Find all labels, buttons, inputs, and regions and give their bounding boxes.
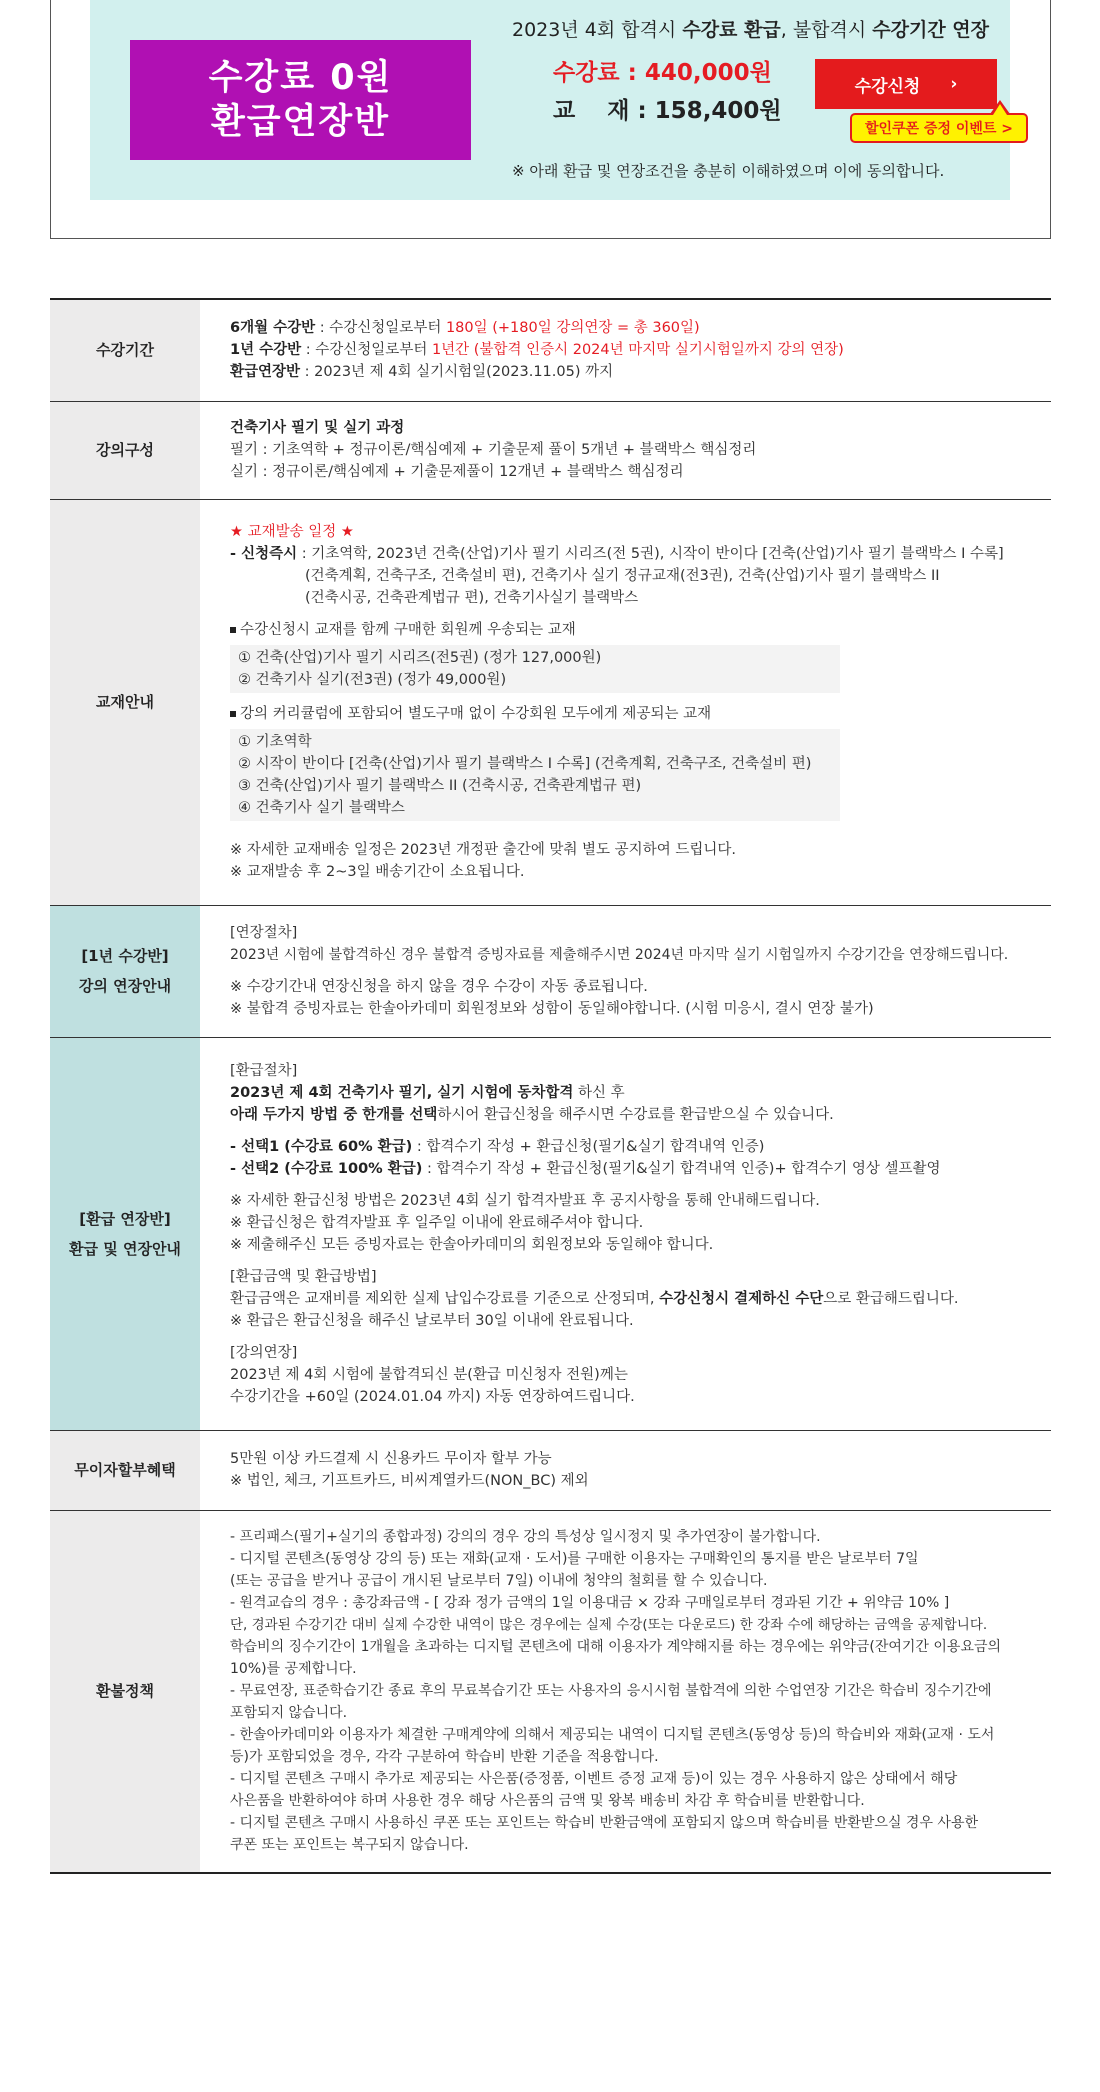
refund-option-1-label: - 선택1 (수강료 60% 환급) [230, 1138, 413, 1155]
cell-extension [200, 905, 1051, 1037]
cell-policy [200, 1510, 1051, 1873]
textbook-group-2-item: ③ 건축(산업)기사 필기 블랙박스 II (건축시공, 건축관계법규 편) [238, 778, 642, 794]
textbook-apply-line-2: (건축계획, 건축구조, 건축설비 편), 건축기사 실기 정규교재(전3권), 건축(산업)기사 필기 블랙박스 II [305, 568, 940, 584]
header-period: 수강기간 [50, 299, 200, 401]
policy-line: 등)가 포함되었을 경우, 각각 구분하여 학습비 반환 기준을 적용합니다. [230, 1749, 659, 1766]
policy-line: 학습비의 징수기간이 1개월을 초과하는 디지털 콘텐츠에 대해 이용자가 계약해지를 하는 경우에는 위약금(잔여기간 이용요금의 [230, 1639, 1002, 1656]
textbook-price: 교 재 : 158,400원 [553, 98, 782, 124]
extension-note-1: ※ 수강기간내 연장신청을 하지 않을 경우 수강이 자동 종료됩니다. [230, 979, 648, 995]
policy-line: 포함되지 않습니다. [230, 1705, 348, 1722]
policy-line: (또는 공급을 받거나 공급이 개시된 날로부터 7일) 이내에 청약의 철회를 할 수 있습니다. [230, 1573, 768, 1590]
refund-extension-line-2: 수강기간을 +60일 (2024.01.04 까지) 자동 연장하여드립니다. [230, 1388, 635, 1405]
textbook-group-1-item: ① 건축(산업)기사 필기 시리즈(전5권) (정가 127,000원) [238, 650, 602, 666]
refund-option-2-label: - 선택2 (수강료 100% 환급) [230, 1160, 423, 1177]
textbook-group-2-title [230, 703, 1051, 725]
period-6month-red: 180일 (+180일 강의연장 = 총 360일) [445, 320, 700, 337]
policy-line: - 무료연장, 표준학습기간 종료 후의 무료복습기간 또는 사용자의 응시시험 불합격에 의한 수업연장 기간은 학습비 징수기간에 [230, 1683, 992, 1700]
promo-title-bold-1: 수강료 환급 [682, 19, 781, 41]
textbook-group-2-item: ④ 건축기사 실기 블랙박스 [238, 800, 405, 816]
header-textbook: 교재안내 [50, 499, 200, 905]
refund-amount-title: [환급금액 및 환급방법] [230, 1268, 377, 1285]
installment-line-2: ※ 법인, 체크, 기프트카드, 비씨계열카드(NON_BC) 제외 [230, 1473, 589, 1489]
course-info-table [50, 298, 1051, 1874]
header-installment: 무이자할부혜택 [50, 1430, 200, 1510]
textbook-group-1-title-text: 수강신청시 교재를 함께 구매한 회원께 우송되는 교재 [240, 622, 576, 638]
header-refund [50, 1037, 200, 1430]
agreement-notice: ※ 아래 환급 및 연장조건을 충분히 이해하였으며 이에 동의합니다. [512, 162, 945, 180]
row-composition [50, 401, 1051, 499]
badge-line-1: 수강료 0원 [208, 58, 393, 98]
row-extension [50, 905, 1051, 1037]
promo-title-prefix: 2023년 4회 합격시 [512, 19, 683, 41]
square-bullet-icon [230, 711, 236, 717]
period-1year-label: 1년 수강반 [230, 342, 302, 359]
refund-proc-1-text: 하신 후 [573, 1084, 625, 1101]
header-refund-line-1: [환급 연장반] [79, 1209, 171, 1228]
period-1year-red: 1년간 (불합격 인증시 2024년 마지막 실기시험일까지 강의 연장) [431, 342, 844, 359]
textbook-group-2-title-text: 강의 커리큘럼에 포함되어 별도구매 없이 수강회원 모두에게 제공되는 교재 [240, 706, 712, 722]
policy-line: - 프리패스(필기+실기의 종합과정) 강의의 경우 강의 특성상 일시정지 및 추가연장이 불가합니다. [230, 1529, 821, 1546]
cell-refund [200, 1037, 1051, 1430]
refund-note-3: ※ 제출해주신 모든 증빙자료는 한솔아카데미의 회원정보와 동일해야 합니다. [230, 1236, 714, 1253]
promo-title-mid: , 불합격시 [780, 19, 873, 41]
textbook-group-1-box [230, 645, 840, 693]
refund-proc-2-bold: 아래 두가지 방법 중 한개를 선택 [230, 1106, 438, 1123]
textbook-group-1-title [230, 619, 1051, 641]
header-composition: 강의구성 [50, 401, 200, 499]
refund-note-2: ※ 환급신청은 합격자발표 후 일주일 이내에 완료해주셔야 합니다. [230, 1214, 644, 1231]
textbook-group-2-item: ② 시작이 반이다 [건축(산업)기사 필기 블랙박스 I 수록] (건축계획, 건축구조, 건축설비 편) [238, 756, 812, 772]
extension-note-2: ※ 불합격 증빙자료는 한솔아카데미 회원정보와 성함이 동일해야합니다. (시험 미응시, 결시 연장 불가) [230, 1001, 874, 1017]
refund-amount-text: 환급금액은 교재비를 제외한 실제 납입수강료를 기준으로 산정되며, [230, 1290, 660, 1307]
policy-line: - 원격교습의 경우 : 총강좌금액 - [ 강좌 정가 금액의 1일 이용대금 × 강좌 구매일로부터 경과된 기간 + 위약금 10% ] [230, 1595, 950, 1612]
chevron-right-icon: › [950, 74, 958, 94]
row-policy [50, 1510, 1051, 1873]
textbook-schedule-title: ★ 교재발송 일정 ★ [230, 524, 354, 540]
enroll-button[interactable] [815, 59, 997, 109]
refund-amount-tail: 으로 환급해드립니다. [823, 1290, 959, 1307]
refund-extension-line-1: 2023년 제 4회 시험에 불합격되신 분(환급 미신청자 전원)께는 [230, 1366, 628, 1383]
tuition-price: 수강료 : 440,000원 [553, 60, 772, 86]
row-textbook [50, 499, 1051, 905]
cell-installment [200, 1430, 1051, 1510]
row-installment [50, 1430, 1051, 1510]
textbook-apply-label: - 신청즉시 [230, 546, 298, 562]
row-period [50, 299, 1051, 401]
refund-proc-1-bold: 2023년 제 4회 건축기사 필기, 실기 시험에 동차합격 [230, 1084, 574, 1101]
policy-line: - 디지털 콘텐츠 구매시 추가로 제공되는 사은품(증정품, 이벤트 증정 교재 등)이 있는 경우 사용하지 않은 상태에서 해당 [230, 1771, 958, 1788]
textbook-group-2-item: ① 기초역학 [238, 734, 312, 750]
refund-option-2-text: : 합격수기 작성 + 환급신청(필기&실기 합격내역 인증)+ 합격수기 영상 셀프촬영 [422, 1160, 941, 1177]
textbook-apply-line-3: (건축시공, 건축관계법규 편), 건축기사실기 블랙박스 [305, 590, 639, 606]
composition-practical: 실기 : 정규이론/핵심예제 + 기출문제풀이 12개년 + 블랙박스 핵심정리 [230, 464, 684, 480]
cell-textbook [200, 499, 1051, 905]
refund-amount-bold: 수강신청시 결제하신 수단 [659, 1290, 824, 1307]
refund-procedure-title: [환급절차] [230, 1062, 298, 1079]
policy-line: - 한솔아카데미와 이용자가 체결한 구매계약에 의해서 제공되는 내역이 디지털 콘텐츠(동영상 등)의 학습비와 재화(교재 · 도서 [230, 1727, 995, 1744]
textbook-group-2-box [230, 729, 840, 821]
header-extension [50, 905, 200, 1037]
period-refund-label: 환급연장반 [230, 364, 301, 381]
cell-composition [200, 401, 1051, 499]
policy-line: 10%)를 공제합니다. [230, 1661, 357, 1678]
badge-line-2: 환급연장반 [210, 102, 391, 142]
policy-line: 쿠폰 또는 포인트는 복구되지 않습니다. [230, 1837, 469, 1854]
promo-title [512, 15, 989, 42]
textbook-apply-line-1: : 기초역학, 2023년 건축(산업)기사 필기 시리즈(전 5권), 시작이 반이다 [건축(산업)기사 필기 블랙박스 I 수록] [297, 546, 1004, 562]
extension-title: [연장절차] [230, 925, 298, 941]
refund-amount-note: ※ 환급은 환급신청을 해주신 날로부터 30일 이내에 완료됩니다. [230, 1312, 634, 1329]
header-refund-line-2: 환급 및 연장안내 [69, 1239, 181, 1258]
policy-line: - 디지털 콘텐츠(동영상 강의 등) 또는 재화(교재 · 도서)를 구매한 이용자는 구매확인의 통지를 받은 날로부터 7일 [230, 1551, 919, 1568]
policy-line: - 디지털 콘텐츠 구매시 사용하신 쿠폰 또는 포인트는 학습비 반환금액에 포함되지 않으며 학습비를 반환받으실 경우 사용한 [230, 1815, 979, 1832]
refund-option-1-text: : 합격수기 작성 + 환급신청(필기&실기 합격내역 인증) [412, 1138, 765, 1155]
textbook-note-1: ※ 자세한 교재배송 일정은 2023년 개정판 출간에 맞춰 별도 공지하여 드립니다. [230, 842, 736, 858]
header-extension-line-2: 강의 연장안내 [78, 977, 172, 995]
textbook-group-1-item: ② 건축기사 실기(전3권) (정가 49,000원) [238, 672, 507, 688]
header-policy: 환불정책 [50, 1510, 200, 1873]
policy-line: 사은품을 반환하여야 하며 사용한 경우 해당 사은품의 금액 및 왕복 배송비 차감 후 학습비를 반환합니다. [230, 1793, 865, 1810]
composition-title: 건축기사 필기 및 실기 과정 [230, 420, 405, 436]
composition-written: 필기 : 기초역학 + 정규이론/핵심예제 + 기출문제 풀이 5개년 + 블랙박스 핵심정리 [230, 442, 757, 458]
coupon-event-button[interactable]: 할인쿠폰 증정 이벤트 > [850, 113, 1028, 143]
installment-line-1: 5만원 이상 카드결제 시 신용카드 무이자 할부 가능 [230, 1451, 552, 1467]
cell-period [200, 299, 1051, 401]
enroll-button-label: 수강신청 [854, 76, 921, 97]
coupon-pointer-fill [993, 104, 1007, 115]
refund-extension-badge [130, 40, 471, 160]
promo-title-bold-2: 수강기간 연장 [872, 19, 990, 41]
period-refund-text: : 2023년 제 4회 실기시험일(2023.11.05) 까지 [300, 364, 614, 381]
extension-procedure: 2023년 시험에 불합격하신 경우 불합격 증빙자료를 제출해주시면 2024년 마지막 실기 시험일까지 수강기간을 연장해드립니다. [230, 947, 1009, 963]
period-1year-text: : 수강신청일로부터 [301, 342, 432, 359]
refund-note-1: ※ 자세한 환급신청 방법은 2023년 4회 실기 합격자발표 후 공지사항을 통해 안내해드립니다. [230, 1192, 820, 1209]
textbook-note-2: ※ 교재발송 후 2~3일 배송기간이 소요됩니다. [230, 864, 525, 880]
period-6month-label: 6개월 수강반 [230, 320, 316, 337]
refund-proc-2-text: 하시어 환급신청을 해주시면 수강료를 환급받으실 수 있습니다. [437, 1106, 834, 1123]
square-bullet-icon [230, 627, 236, 633]
header-extension-line-1: [1년 수강반] [81, 947, 169, 965]
refund-extension-title: [강의연장] [230, 1344, 298, 1361]
policy-line: 단, 경과된 수강기간 대비 실제 수강한 내역이 많은 경우에는 실제 수강(또는 다운로드) 한 강좌 수에 해당하는 금액을 공제합니다. [230, 1617, 988, 1634]
period-6month-text: : 수강신청일로부터 [315, 320, 446, 337]
row-refund [50, 1037, 1051, 1430]
